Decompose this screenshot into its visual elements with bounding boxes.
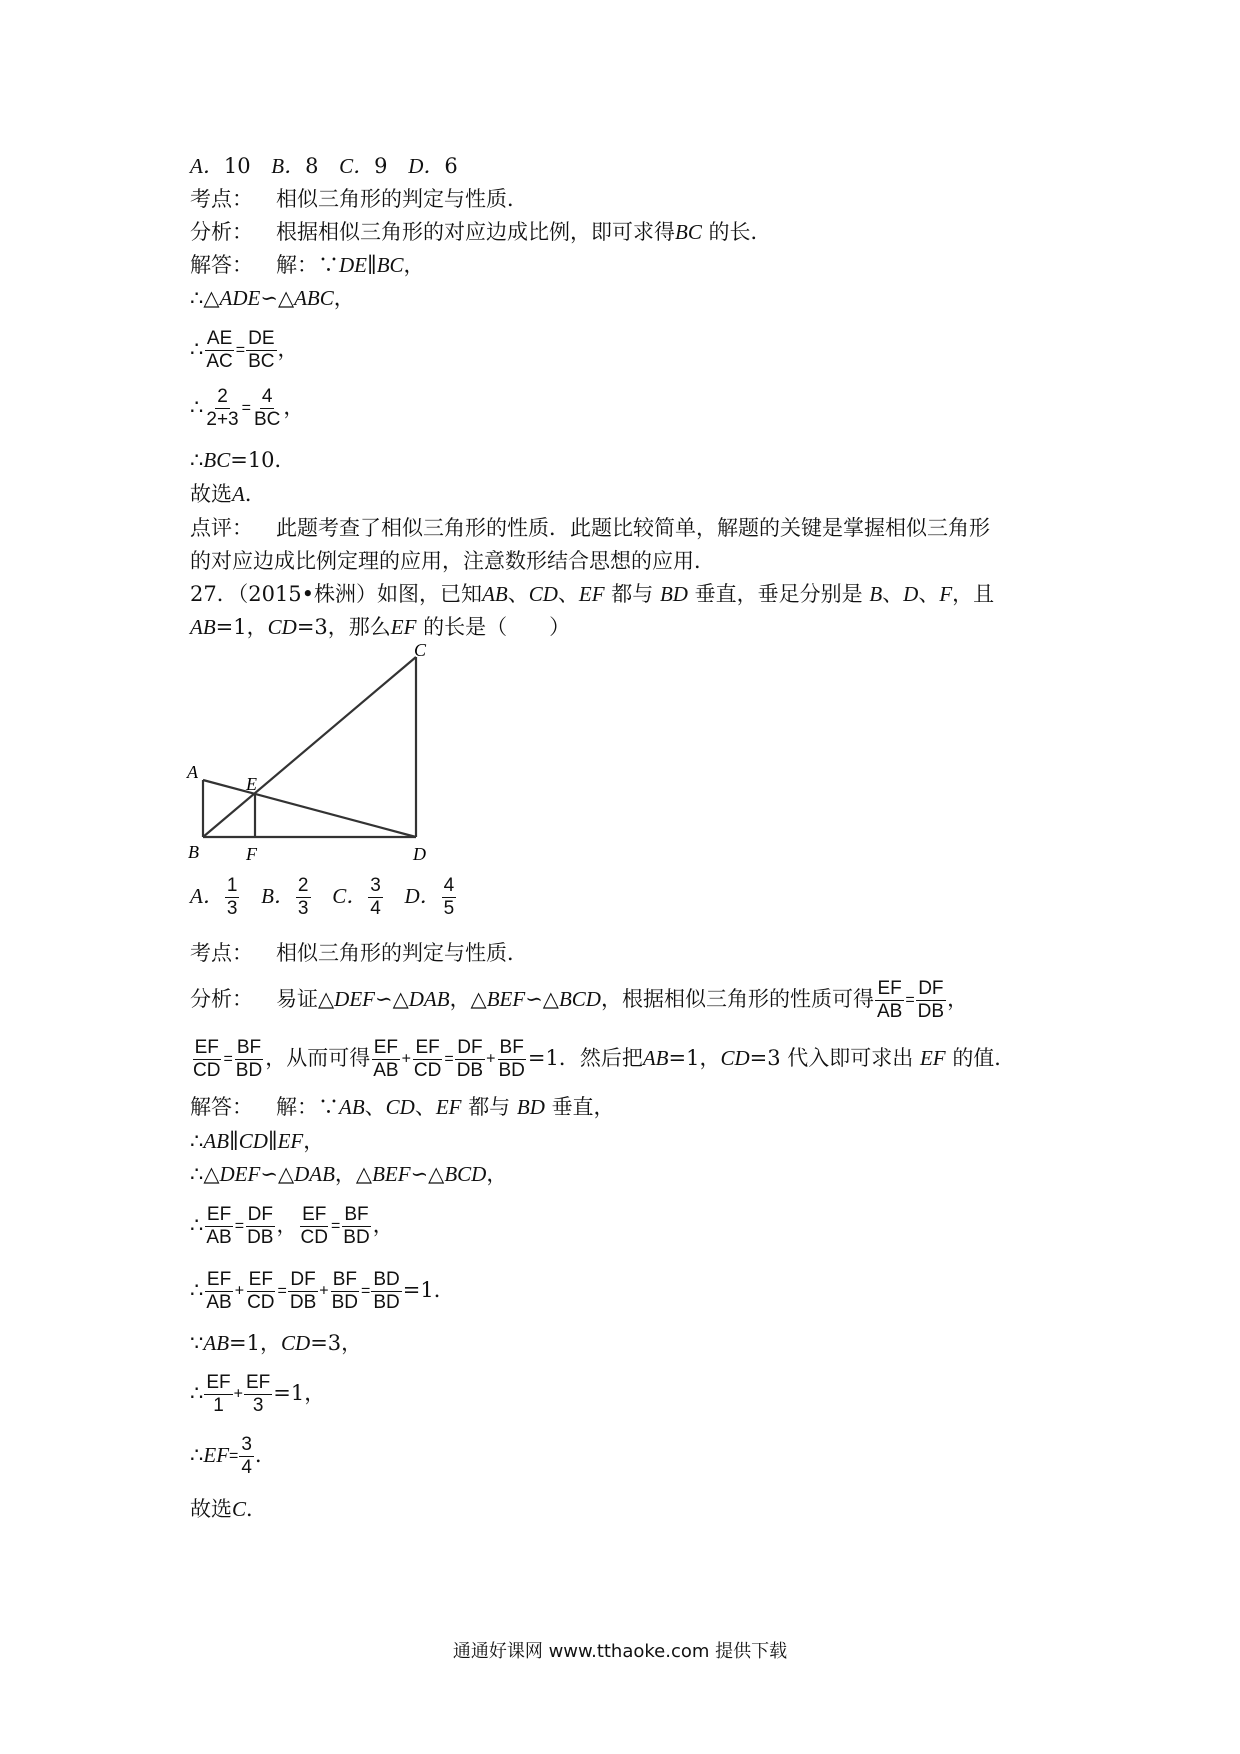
sep: 、 bbox=[507, 582, 529, 606]
q26-step1-post: ， bbox=[333, 286, 355, 310]
frac-num: 1 bbox=[226, 875, 238, 896]
frac-num: DF bbox=[918, 978, 944, 999]
q27-s-bd: BD bbox=[659, 582, 688, 606]
op: = bbox=[277, 1282, 287, 1300]
q27-step4 bbox=[190, 1263, 455, 1319]
frac bbox=[245, 1204, 275, 1249]
t: BEF bbox=[486, 987, 526, 1011]
q27-s-mid: 都与 bbox=[611, 582, 654, 606]
frac bbox=[244, 1372, 272, 1417]
frac-num: AE bbox=[206, 328, 233, 349]
q27-option-b-label: B． bbox=[261, 884, 295, 908]
q26-option-a-value: 10 bbox=[223, 154, 251, 178]
t: AB bbox=[339, 1095, 365, 1119]
q26-option-c-label: C． bbox=[339, 154, 375, 178]
q26-step2-eq: = bbox=[235, 341, 246, 359]
q27-option-a-label: A． bbox=[190, 884, 224, 908]
point-label-d: D bbox=[413, 844, 426, 864]
t: BEF bbox=[372, 1162, 411, 1186]
frac-num: EF bbox=[415, 1037, 440, 1058]
page-footer: 通通好课网 www.tthaoke.com 提供下载 bbox=[452, 1641, 788, 1662]
point-label-e: E bbox=[246, 774, 257, 794]
point-label-c: C bbox=[414, 640, 427, 660]
q27-answer bbox=[190, 1494, 267, 1524]
q27-option-b-frac bbox=[296, 875, 311, 920]
op: = bbox=[905, 991, 915, 1009]
q26-step4-var: BC bbox=[203, 448, 231, 472]
q26-answer-pre: 故选 bbox=[190, 482, 232, 506]
t: DEF bbox=[334, 987, 375, 1011]
q26-option-d-value: 6 bbox=[444, 154, 458, 178]
frac-num: DF bbox=[247, 1204, 273, 1225]
q27-l2-b: =3，那么 bbox=[296, 615, 391, 639]
t: ∴△ bbox=[190, 1162, 220, 1186]
q26-jieda bbox=[190, 250, 425, 280]
frac-den: DB bbox=[456, 1060, 484, 1081]
frac-num: EF bbox=[877, 978, 902, 999]
q26-kaodian-label: 考点： bbox=[190, 187, 253, 211]
frac bbox=[204, 1269, 233, 1314]
q27-s-d: D bbox=[903, 582, 919, 606]
q27-kaodian-text: 相似三角形的判定与性质． bbox=[276, 941, 528, 965]
q27-l2-ef: EF bbox=[390, 615, 417, 639]
q26-step2-post: ， bbox=[277, 337, 299, 361]
frac-num: BF bbox=[236, 1037, 262, 1058]
frac-num: EF bbox=[206, 1372, 231, 1393]
frac-den: AB bbox=[206, 1292, 232, 1313]
frac-den: 3 bbox=[297, 898, 309, 919]
frac-num: 2 bbox=[217, 386, 228, 407]
q27-step1 bbox=[190, 1126, 324, 1156]
frac bbox=[204, 1372, 232, 1417]
q26-step3-eq: = bbox=[241, 399, 251, 417]
op: = bbox=[361, 1282, 371, 1300]
frac-den: DB bbox=[247, 1227, 274, 1248]
q27-step7 bbox=[190, 1428, 276, 1484]
q26-dianping-label: 点评： bbox=[190, 516, 253, 540]
frac-den: CD bbox=[413, 1060, 442, 1081]
frac-den: DB bbox=[917, 1001, 945, 1022]
q27-s-mid2: 垂直，垂足分别是 bbox=[694, 582, 863, 606]
q26-step4 bbox=[190, 445, 296, 475]
frac-den: CD bbox=[193, 1060, 221, 1081]
t: =3， bbox=[310, 1331, 363, 1355]
op: = bbox=[223, 1050, 233, 1068]
frac bbox=[330, 1269, 360, 1314]
frac-den: 1 bbox=[213, 1395, 224, 1416]
t: ∽△ bbox=[260, 1162, 295, 1186]
frac bbox=[191, 1037, 222, 1082]
t: =1， bbox=[273, 1381, 326, 1405]
frac-den: BD bbox=[331, 1292, 359, 1313]
q27-l2-cd: CD bbox=[267, 615, 297, 639]
q26-dianping-line1: 此题考查了相似三角形的性质．此题比较简单，解题的关键是掌握相似三角形 bbox=[276, 516, 990, 540]
q26-option-c-value: 9 bbox=[374, 154, 388, 178]
op: + bbox=[401, 1050, 411, 1068]
frac bbox=[412, 1037, 443, 1082]
op: + bbox=[234, 1282, 245, 1300]
op: = bbox=[229, 1447, 239, 1465]
q26-kaodian bbox=[190, 184, 528, 214]
q27-fenxi-label: 分析： bbox=[190, 987, 253, 1011]
q26-jieda-expr: DE∥BC bbox=[339, 253, 404, 277]
frac-num: EF bbox=[248, 1269, 273, 1290]
frac-num: 3 bbox=[370, 875, 381, 896]
t: 、 bbox=[364, 1095, 386, 1119]
sep: 、 bbox=[882, 582, 904, 606]
t: DEF bbox=[219, 1162, 261, 1186]
op: = bbox=[234, 1217, 245, 1235]
t: 解：∵ bbox=[276, 1095, 339, 1119]
q27-s-cd: CD bbox=[528, 582, 558, 606]
q27-step3 bbox=[190, 1198, 394, 1254]
q26-option-a-label: A． bbox=[190, 154, 224, 178]
q26-step3-post: ， bbox=[283, 395, 305, 419]
frac-num: EF bbox=[373, 1037, 399, 1058]
sep: 、 bbox=[918, 582, 940, 606]
t: ∴ bbox=[190, 1443, 204, 1467]
q26-fenxi-post: 的长． bbox=[708, 220, 772, 244]
frac-den: BD bbox=[498, 1060, 525, 1081]
q27-option-c-label: C． bbox=[332, 884, 368, 908]
q26-fenxi bbox=[190, 217, 772, 247]
t: ． bbox=[254, 1443, 276, 1467]
t: EF bbox=[203, 1443, 230, 1467]
q26-fenxi-pre: 根据相似三角形的对应边成比例，即可求得 bbox=[276, 220, 675, 244]
t: ，根据相似三角形的性质可得 bbox=[600, 987, 874, 1011]
q26-jieda-label: 解答： bbox=[190, 253, 253, 277]
q26-answer-post: ． bbox=[244, 482, 266, 506]
q26-step2-frac2 bbox=[246, 328, 276, 373]
t: ， bbox=[947, 987, 969, 1011]
frac-den: BD bbox=[235, 1060, 263, 1081]
frac bbox=[496, 1037, 526, 1082]
frac-den: 5 bbox=[443, 898, 455, 919]
t: ∴ bbox=[190, 1129, 204, 1153]
point-label-a: A bbox=[187, 762, 198, 782]
frac-den: BC bbox=[248, 351, 275, 372]
frac-den: BD bbox=[373, 1292, 400, 1313]
t: ∵ bbox=[190, 1331, 204, 1355]
q27-jieda bbox=[190, 1092, 615, 1122]
frac bbox=[916, 978, 946, 1023]
op: + bbox=[486, 1050, 496, 1068]
t: ， bbox=[486, 1162, 508, 1186]
frac bbox=[288, 1269, 318, 1314]
t: AB bbox=[642, 1046, 669, 1070]
q26-step4-post: =10． bbox=[230, 448, 296, 472]
q26-step4-pre: ∴ bbox=[190, 448, 204, 472]
t: =1， bbox=[229, 1331, 281, 1355]
q27-option-c-frac bbox=[368, 875, 383, 920]
t: ∴ bbox=[190, 1213, 204, 1237]
t: 垂直， bbox=[551, 1095, 615, 1119]
op: + bbox=[233, 1385, 243, 1403]
t: ∽△ bbox=[374, 987, 409, 1011]
q27-option-d-frac bbox=[442, 875, 457, 920]
t: DAB bbox=[294, 1162, 335, 1186]
frac-num: BD bbox=[373, 1269, 400, 1290]
frac-num: DE bbox=[248, 328, 275, 349]
sep: 、 bbox=[557, 582, 579, 606]
q27-l2-a: =1， bbox=[215, 615, 268, 639]
frac-den: CD bbox=[300, 1227, 328, 1248]
t: ，△ bbox=[449, 987, 487, 1011]
t: 故选 bbox=[190, 1497, 232, 1521]
q26-step1-pre: ∴△ bbox=[190, 286, 220, 310]
q26-step1-b: ABC bbox=[294, 286, 334, 310]
q26-step1-sim: ∽△ bbox=[260, 286, 295, 310]
frac-den: 4 bbox=[370, 898, 381, 919]
q27-stem-line2 bbox=[190, 612, 570, 642]
frac-den: DB bbox=[289, 1292, 317, 1313]
q27-s-ab: AB bbox=[482, 582, 508, 606]
q26-step1-a: ADE bbox=[219, 286, 261, 310]
q26-answer-var: A bbox=[232, 482, 245, 506]
q27-s-f: F bbox=[939, 582, 953, 606]
t: AB bbox=[203, 1331, 230, 1355]
q26-step3 bbox=[190, 380, 304, 436]
frac-num: EF bbox=[246, 1372, 271, 1393]
q27-step6 bbox=[190, 1366, 325, 1422]
frac-num: 3 bbox=[241, 1434, 252, 1455]
frac-den: 3 bbox=[226, 898, 238, 919]
frac-num: 4 bbox=[443, 875, 455, 896]
frac-den: CD bbox=[247, 1292, 275, 1313]
t: ， bbox=[276, 1213, 298, 1237]
q26-step2 bbox=[190, 322, 299, 378]
frac-num: EF bbox=[194, 1037, 219, 1058]
t: 易证△ bbox=[276, 987, 335, 1011]
point-label-f: F bbox=[246, 844, 257, 864]
t: CD bbox=[385, 1095, 415, 1119]
t: 、 bbox=[414, 1095, 436, 1119]
t: =1．然后把 bbox=[527, 1046, 643, 1070]
frac bbox=[298, 1204, 329, 1249]
t: =3 代入即可求出 bbox=[749, 1046, 914, 1070]
t: EF bbox=[919, 1046, 946, 1070]
q26-step2-frac1 bbox=[204, 328, 234, 373]
q26-step3-frac1 bbox=[204, 386, 240, 431]
q26-step1 bbox=[190, 283, 355, 313]
t: ，△ bbox=[334, 1162, 373, 1186]
frac-den: AC bbox=[206, 351, 233, 372]
frac-den: 2+3 bbox=[206, 409, 239, 430]
frac bbox=[371, 1269, 401, 1314]
t: ∽△ bbox=[410, 1162, 445, 1186]
q26-dianping-cont bbox=[190, 546, 715, 576]
q27-options bbox=[190, 868, 471, 924]
t: =1， bbox=[668, 1046, 721, 1070]
frac-den: AB bbox=[373, 1060, 399, 1081]
q27-l2-c: 的长是（ ） bbox=[423, 615, 571, 639]
segment-bc bbox=[203, 657, 416, 837]
q26-option-b-label: B． bbox=[271, 154, 306, 178]
q26-options bbox=[190, 151, 472, 181]
q27-step5 bbox=[190, 1328, 362, 1358]
q27-stem-line1 bbox=[190, 579, 994, 609]
q27-kaodian bbox=[190, 938, 528, 968]
frac bbox=[455, 1037, 485, 1082]
q26-step3-frac2 bbox=[252, 386, 282, 431]
q27-step2 bbox=[190, 1159, 507, 1189]
frac-num: 4 bbox=[261, 386, 273, 407]
t: ，从而可得 bbox=[265, 1046, 371, 1070]
q26-fenxi-label: 分析： bbox=[190, 220, 253, 244]
q26-dianping-line2: 的对应边成比例定理的应用，注意数形结合思想的应用． bbox=[190, 549, 715, 573]
q26-jieda-post: ， bbox=[403, 253, 425, 277]
q27-kaodian-label: 考点： bbox=[190, 941, 253, 965]
q27-option-d-label: D． bbox=[404, 884, 441, 908]
q26-option-d-label: D． bbox=[408, 154, 445, 178]
t: 都与 bbox=[468, 1095, 511, 1119]
frac-num: EF bbox=[206, 1269, 232, 1290]
t: ， bbox=[372, 1213, 394, 1237]
frac-den: 3 bbox=[252, 1395, 264, 1416]
frac-num: EF bbox=[206, 1204, 232, 1225]
frac bbox=[341, 1204, 371, 1249]
q26-step3-therefore: ∴ bbox=[190, 395, 204, 419]
t: ∽△ bbox=[525, 987, 559, 1011]
t: CD bbox=[281, 1331, 311, 1355]
q27-s-ef: EF bbox=[578, 582, 605, 606]
t: C bbox=[232, 1497, 247, 1521]
t: BD bbox=[516, 1095, 545, 1119]
t: DAB bbox=[408, 987, 450, 1011]
frac-den: AB bbox=[876, 1001, 903, 1022]
q26-kaodian-text: 相似三角形的判定与性质． bbox=[276, 187, 528, 211]
frac-num: BF bbox=[499, 1037, 524, 1058]
frac-den: BD bbox=[343, 1227, 370, 1248]
frac-den: 4 bbox=[241, 1457, 252, 1478]
t: AB∥CD∥EF bbox=[203, 1129, 304, 1153]
q27-l2-ab: AB bbox=[190, 615, 216, 639]
q26-step2-therefore: ∴ bbox=[190, 337, 204, 361]
t: 的值． bbox=[952, 1046, 1016, 1070]
q27-s-b: B bbox=[869, 582, 883, 606]
q26-dianping bbox=[190, 513, 990, 543]
op: = bbox=[444, 1050, 454, 1068]
frac bbox=[371, 1037, 400, 1082]
frac bbox=[245, 1269, 276, 1314]
q27-geometry-figure bbox=[180, 640, 450, 865]
t: CD bbox=[720, 1046, 750, 1070]
t: =1． bbox=[402, 1278, 455, 1302]
q27-jieda-label: 解答： bbox=[190, 1095, 253, 1119]
q27-fenxi-line2 bbox=[190, 1031, 1015, 1087]
t: ． bbox=[246, 1497, 268, 1521]
q26-option-b-value: 8 bbox=[305, 154, 319, 178]
q26-jieda-pre: 解：∵ bbox=[276, 253, 339, 277]
q26-fenxi-var: BC bbox=[675, 220, 702, 244]
op: + bbox=[319, 1282, 329, 1300]
frac bbox=[234, 1037, 264, 1082]
frac-num: BF bbox=[332, 1269, 357, 1290]
frac-num: EF bbox=[302, 1204, 327, 1225]
t: ∴ bbox=[190, 1381, 204, 1405]
frac-num: DF bbox=[290, 1269, 316, 1290]
t: EF bbox=[435, 1095, 462, 1119]
point-label-b: B bbox=[188, 842, 199, 862]
frac-num: BF bbox=[344, 1204, 369, 1225]
q27-number: 27．（2015•株洲）如图，已知 bbox=[190, 582, 483, 606]
q26-answer bbox=[190, 479, 266, 509]
frac bbox=[204, 1204, 233, 1249]
t: ， bbox=[303, 1129, 325, 1153]
t: BCD bbox=[444, 1162, 487, 1186]
frac bbox=[875, 978, 904, 1023]
op: = bbox=[330, 1217, 341, 1235]
frac-num: DF bbox=[457, 1037, 483, 1058]
segment-ad bbox=[203, 780, 416, 837]
frac bbox=[239, 1434, 254, 1479]
t: BCD bbox=[558, 987, 601, 1011]
frac-num: 2 bbox=[297, 875, 309, 896]
frac-den: AB bbox=[206, 1227, 232, 1248]
q27-fenxi bbox=[190, 972, 968, 1028]
q27-s-end1: ，且 bbox=[952, 582, 995, 606]
q27-option-a-frac bbox=[225, 875, 240, 920]
frac-den: BC bbox=[253, 409, 281, 430]
t: ∴ bbox=[190, 1278, 204, 1302]
